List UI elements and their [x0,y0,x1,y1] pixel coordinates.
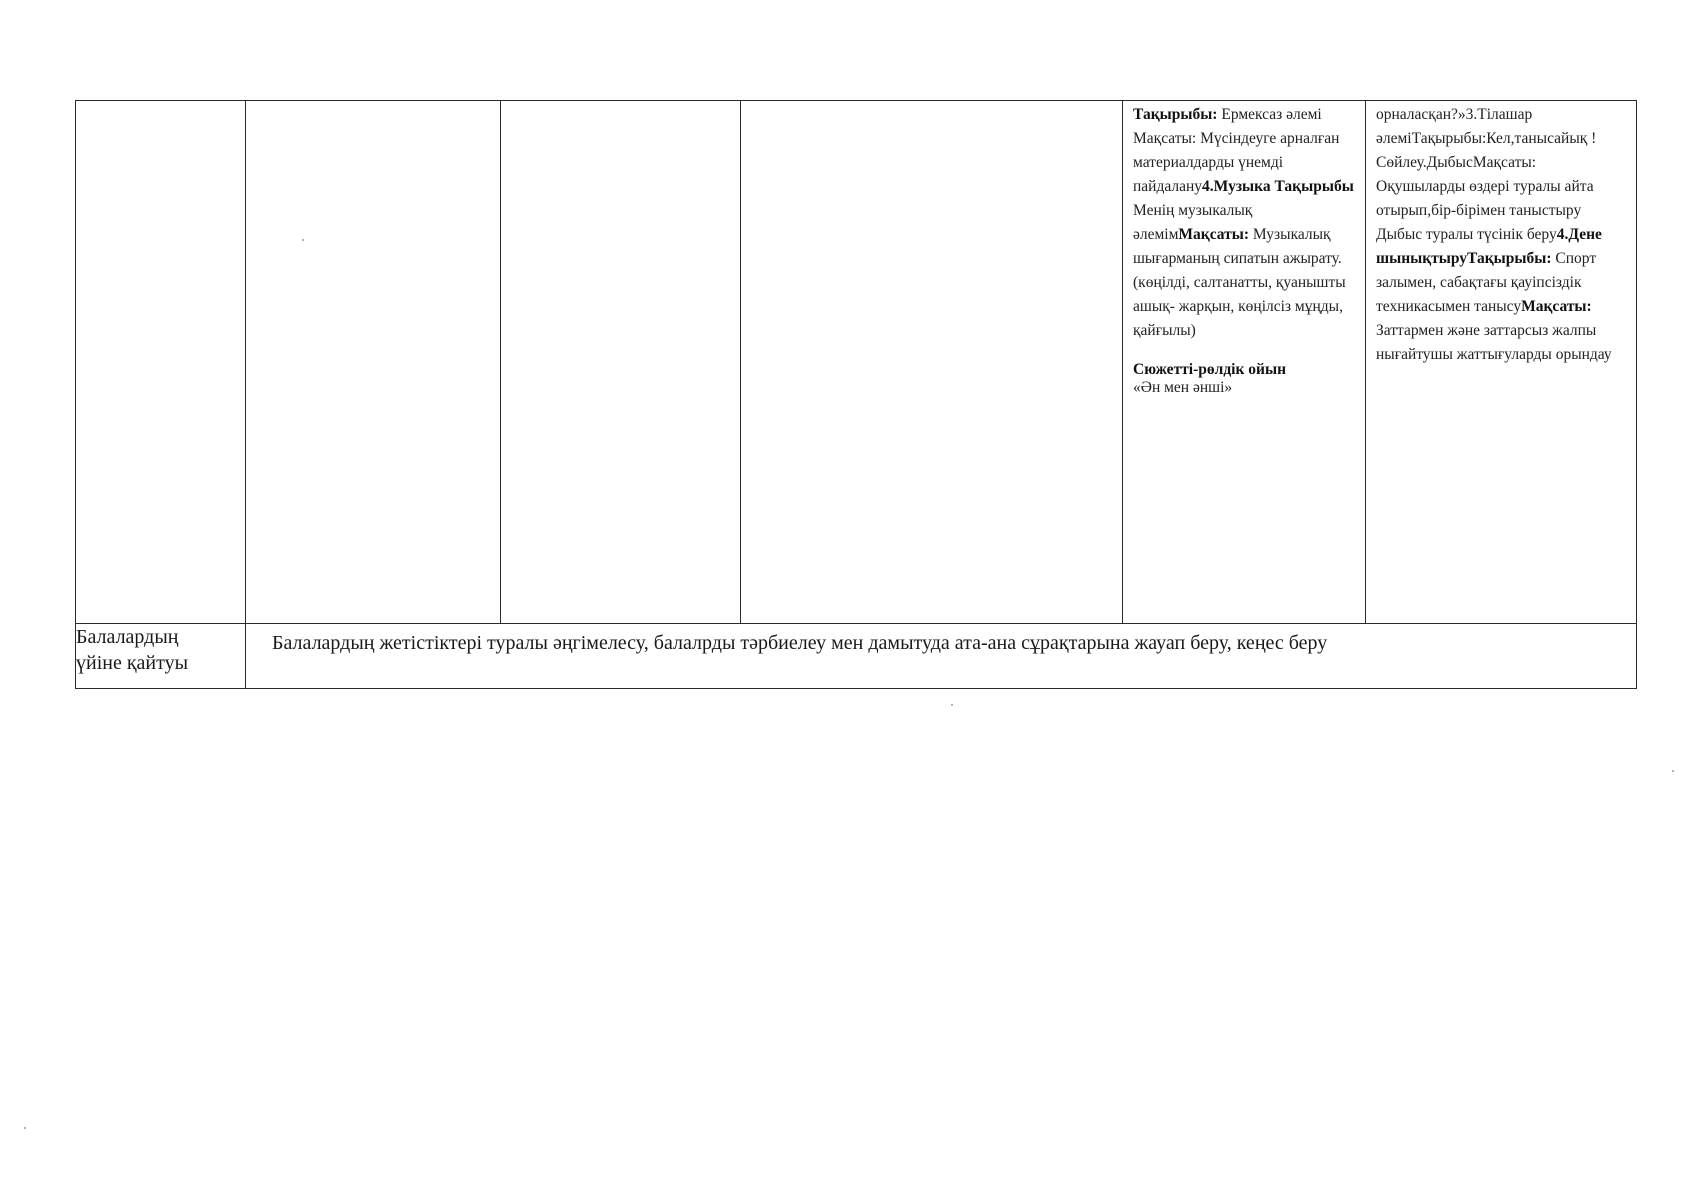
role-play-heading: Сюжетті-рөлдік ойын [1133,361,1286,378]
bold-goal-label: Мақсаты: [1521,298,1592,315]
spacer [1133,343,1357,361]
activity-cell-friday [1366,101,1637,624]
row-label-cell [76,624,246,689]
bold-topic-label: Тақырыбы: [1133,106,1218,123]
scan-speck [1672,770,1674,772]
goal-text: Музыкалық шығарманың сипатын ажырату. (көңілді, салтанатты, қуанышты ашық- жарқын, көңілсіз мұңды, қайғылы) [1133,226,1346,339]
language-topic-text: орналасқан?»3.Тілашар әлеміТақырыбы:Кел,танысайық !Сөйлеу.ДыбысМақсаты: Оқушыларды өздері туралы айта отырып,бір-бірімен таныстыру Дыбыс туралы түсінік беру [1376,106,1597,243]
lesson-plan-table [75,100,1637,689]
empty-cell-3 [501,101,741,624]
bold-goal-label: Мақсаты: [1178,226,1250,243]
table-row-going-home [76,624,1637,689]
going-home-content-cell [246,624,1637,689]
activity-text-block [1123,101,1365,397]
scan-speck [951,704,953,706]
bold-pe-topic-label: 4.Дене шынықтыруТақырыбы: [1376,226,1602,267]
empty-cell-2 [246,101,501,624]
going-home-text: Балалардың жетістіктері туралы әңгімелесу, балалрды тәрбиелеу мен дамытуда ата-ана сұрақтарына жауап беру, кеңес беру [272,632,1328,654]
empty-cell-1 [76,101,246,624]
bold-music-topic-label: 4.Музыка Тақырыбы [1202,178,1354,195]
scan-speck [302,239,304,241]
activity-cell-thursday [1123,101,1366,624]
row-label-line-2: үйіне қайтуы [76,652,189,674]
scan-speck [24,1127,26,1129]
empty-cell-4 [741,101,1123,624]
topic-text: Ермексаз әлемі Мақсаты: Мүсіндеуге арналған материалдарды үнемді пайдалану [1133,106,1340,195]
table-row-activities [76,101,1637,624]
music-topic-text: Менің музыкалық әлемім [1133,202,1253,243]
activity-text-block [1366,101,1636,367]
pe-topic-text: Спорт залымен, сабақтағы қауіпсіздік техникасымен танысу [1376,250,1597,315]
pe-goal-text: Заттармен және заттарсыз жалпы нығайтушы жаттығуларды орындау [1376,322,1612,363]
role-play-title: «Ән мен әнші» [1133,379,1233,396]
row-label-line-1: Балалардың [76,626,179,648]
